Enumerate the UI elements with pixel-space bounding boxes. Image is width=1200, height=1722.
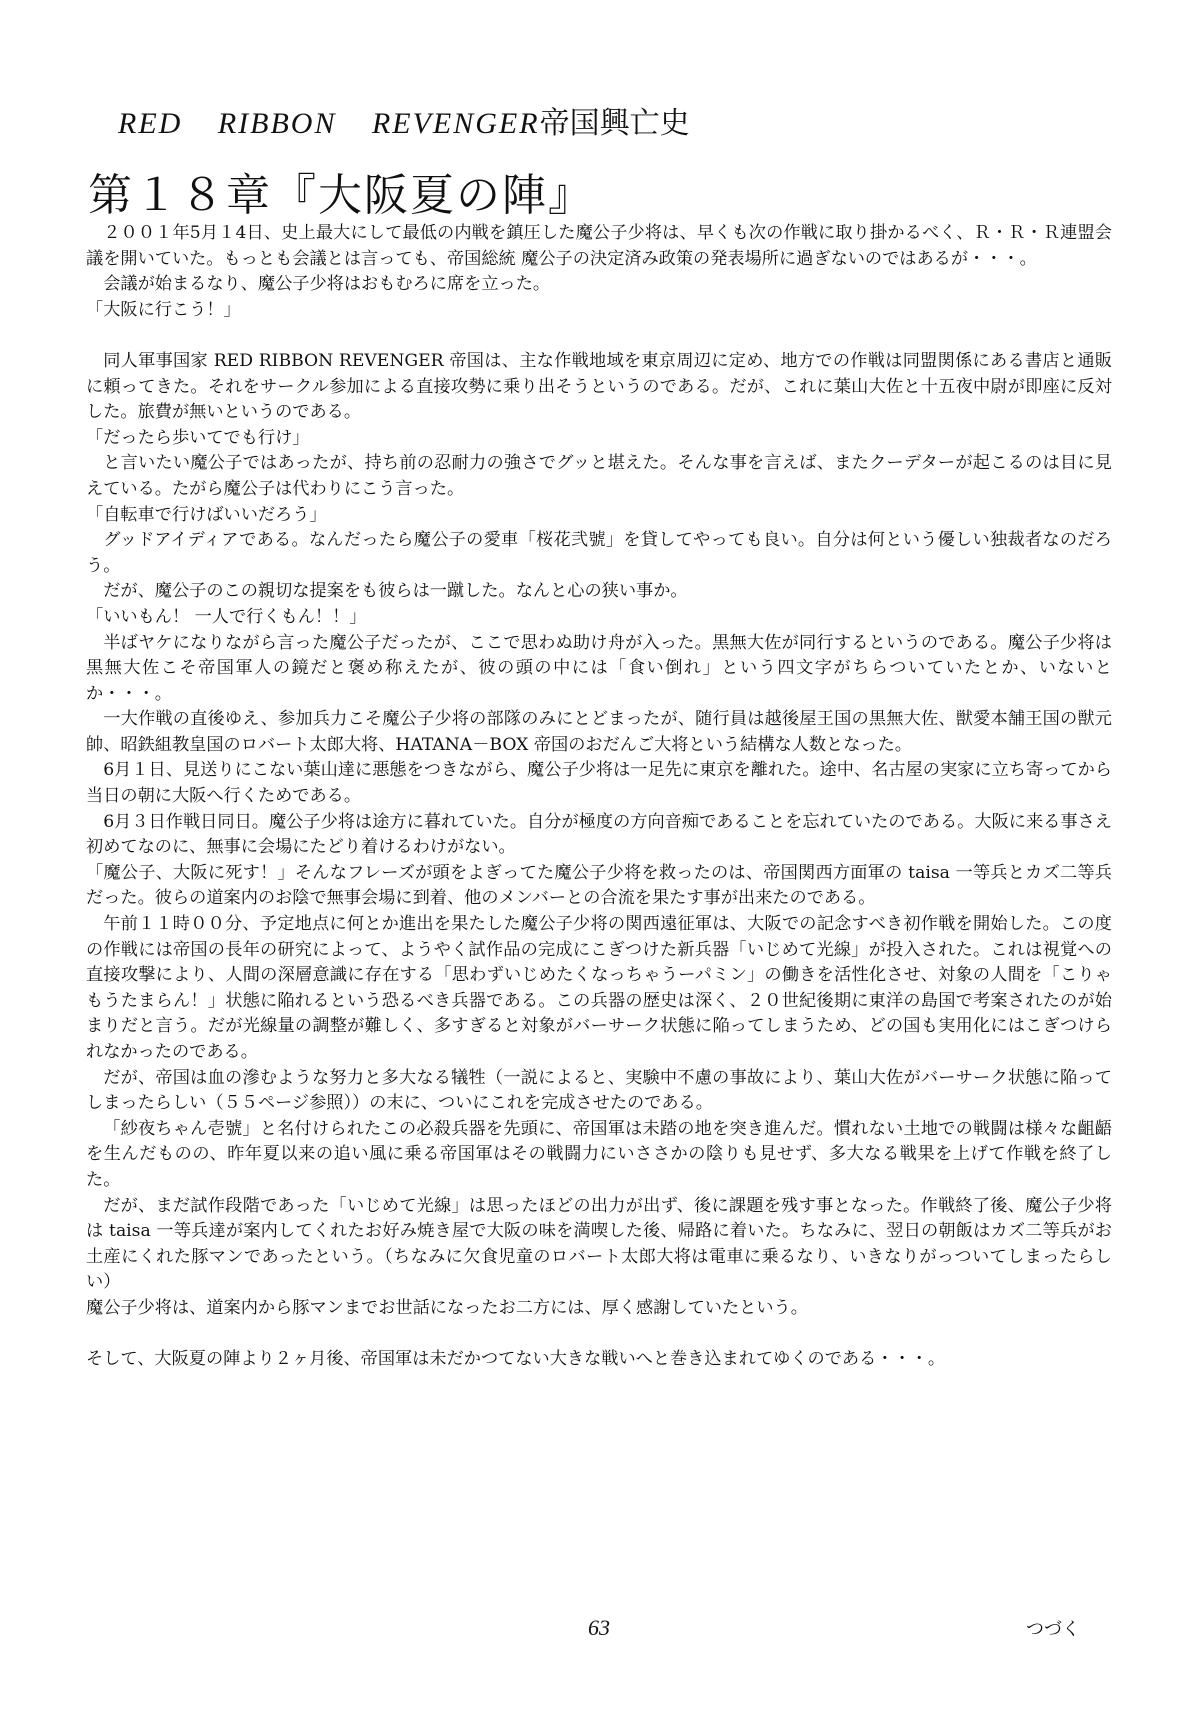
paragraph: 6月３日作戦日同日。魔公子少将は途方に暮れていた。自分が極度の方向音痴であることを忘れていたのである。大阪に来る事さえ初めてなのに、無事に会場にたどり着けるわけがない。 xyxy=(86,811,1112,858)
paragraph: 6月１日、見送りにこない葉山達に悪態をつきながら、魔公子少将は一足先に東京を離れた。途中、名古屋の実家に立ち寄ってから当日の朝に大阪へ行くためである。 xyxy=(86,760,1112,807)
header-title-latin: RED RIBBON REVENGER xyxy=(118,107,540,140)
paragraph: 半ばヤケになりながら言った魔公子だったが、ここで思わぬ助け舟が入った。黒無大佐が同行するというのである。魔公子少将は黒無大佐こそ帝国軍人の鏡だと褒め称えたが、彼の頭の中には「食い倒れ」という四文字がちらついていたとか、いないとか・・・。 xyxy=(86,632,1112,704)
paragraph: 「大阪に行こう！」 xyxy=(86,299,241,320)
paragraph: 「いいもん！ 一人で行くもん！！」 xyxy=(86,606,367,627)
paragraph: そして、大阪夏の陣より２ヶ月後、帝国軍は未だかつてない大きな戦いへと巻き込まれてゆくのである・・・。 xyxy=(86,1349,946,1370)
paragraph: 午前１１時００分、予定地点に何とか進出を果たした魔公子少将の関西遠征軍は、大阪での記念すべき初作戦を開始した。この度の作戦には帝国の長年の研究によって、ようやく試作品の完成にこぎつけた新兵器「いじめて光線」が投入された。これは視覚への直接攻撃により、人間の深層意識に存在する「思わずいじめたくなっちゃうーパミン」の働きを活性化させ、対象の人間を「こりゃもうたまらん！」状態に陥れるという恐るべき兵器である。この兵器の歴史は深く、２０世紀後期に東洋の島国で考案されたのが始まりだと言う。だが光線量の調整が難しく、多すぎると対象がバーサーク状態に陥ってしまうため、どの国も実用化にはこぎつけられなかったのである。 xyxy=(86,914,1112,1062)
paragraph: 会議が始まるなり、魔公子少将はおもむろに席を立った。 xyxy=(103,274,551,295)
paragraph: だが、魔公子のこの親切な提案をも彼らは一蹴した。なんと心の狭い事か。 xyxy=(103,581,688,602)
continued-label: つづく xyxy=(1026,1619,1080,1640)
paragraph: 魔公子少将は、道案内から豚マンまでお世話になったお二方には、厚く感謝していたという。 xyxy=(86,1297,808,1318)
paragraph-gap xyxy=(86,323,1112,349)
header-title-jp: 帝国興亡史 xyxy=(539,106,690,141)
paragraph: ２００１年5月１4日、史上最大にして最低の内戦を鎮圧した魔公子少将は、早くも次の作戦に取り掛かるべく、Ｒ・Ｒ・Ｒ連盟会議を開いていた。もっとも会議とは言っても、帝国総統 魔公子の決定済み政策の発表場所に過ぎないのではあるが・・・。 xyxy=(86,223,1112,269)
paragraph: 「魔公子、大阪に死す！」そんなフレーズが頭をよぎってた魔公子少将を救ったのは、帝国関西方面軍の taisa 一等兵とカズ二等兵だった。彼らの道案内のお陰で無事会場に到着、他のメンバーとの合流を果たす事が出来たのである。 xyxy=(86,862,1112,909)
paragraph: 「自転車で行けばいいだろう」 xyxy=(86,504,327,525)
paragraph: と言いたい魔公子ではあったが、持ち前の忍耐力の強さでグッと堪えた。そんな事を言えば、またクーデターが起こるのは目に見えている。たがら魔公子は代わりにこう言った。 xyxy=(86,453,1112,499)
article-body xyxy=(86,221,1112,1373)
paragraph: 一大作戦の直後ゆえ、参加兵力こそ魔公子少将の部隊のみにとどまったが、随行員は越後屋王国の黒無大佐、獣愛本舗王国の獣元帥、昭鉄組教皇国のロバート太郎大将、HATANA－BOX 帝国のおだんご大将という結構な人数となった。 xyxy=(86,709,1112,755)
paragraph: 「紗夜ちゃん壱號」と名付けられたこの必殺兵器を先頭に、帝国軍は未踏の地を突き進んだ。慣れない土地での戦闘は様々な齟齬を生んだものの、昨年夏以来の追い風に乗る帝国軍はその戦闘力にいささかの陰りも見せず、多大なる戦果を上げて作戦を終了した。 xyxy=(86,1118,1112,1190)
paragraph: 「だったら歩いてでも行け」 xyxy=(86,427,310,448)
paragraph: グッドアイディアである。なんだったら魔公子の愛車「桜花弐號」を貸してやっても良い。自分は何という優しい独裁者なのだろう。 xyxy=(86,530,1112,576)
paragraph: 同人軍事国家 RED RIBBON REVENGER 帝国は、主な作戦地域を東京周辺に定め、地方での作戦は同盟関係にある書店と通販に頼ってきた。それをサークル参加による直接攻勢に乗り出そうというのである。だが、これに葉山大佐と十五夜中尉が即座に反対した。旅費が無いというのである。 xyxy=(86,350,1112,423)
paragraph: だが、まだ試作段階であった「いじめて光線」は思ったほどの出力が出ず、後に課題を残す事となった。作戦終了後、魔公子少将は taisa 一等兵達が案内してくれたお好み焼き屋で大阪の味を満喫した後、帰路に着いた。ちなみに、翌日の朝飯はカズ二等兵がお土産にくれた豚マンであったという。（ちなみに欠食児童のロバート太郎大将は電車に乗るなり、いきなりがっついてしまったらしい） xyxy=(86,1195,1112,1293)
page-number: 63 xyxy=(588,1615,610,1640)
running-header xyxy=(118,104,690,144)
paragraph: だが、帝国は血の滲むような努力と多大なる犠牲（一説によると、実験中不慮の事故により、葉山大佐がバーサーク状態に陥ってしまったらしい（５５ページ参照））の末に、ついにこれを完成させたのである。 xyxy=(86,1067,1112,1114)
paragraph-gap xyxy=(86,1322,1112,1348)
chapter-title: 第１８章『大阪夏の陣』 xyxy=(88,170,594,221)
